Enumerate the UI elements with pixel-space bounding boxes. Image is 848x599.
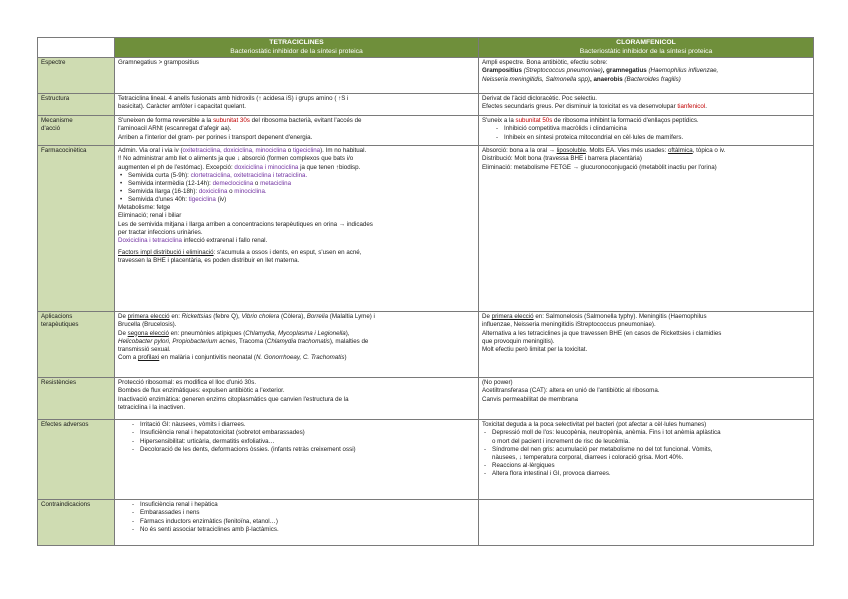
semivida-list xyxy=(118,172,475,205)
text-span: : s'acumula a ossos i dents, en esput, s'usen en acné, xyxy=(213,249,362,257)
text-span: , tòpica o iv. xyxy=(692,147,726,155)
row-label-adversos: Efectes adversos xyxy=(38,420,115,500)
text-span: primera elecció xyxy=(491,313,534,321)
text-line xyxy=(482,117,810,125)
text-span: De xyxy=(118,313,128,321)
text-span: Semivida llarga (16-18h): xyxy=(128,187,199,195)
text-span: oxitetraciclina, doxiciclina, minociclina xyxy=(182,147,287,155)
text-span: . xyxy=(705,103,707,111)
text-span: (febre Q), xyxy=(211,313,242,321)
text-span: (Streptococcus pneumoniae) xyxy=(523,67,603,75)
mecanisme-tetra xyxy=(115,116,479,146)
list-item: - Inhibeix en síntesi proteica mitocondrial en cèl·lules de mamífers. xyxy=(482,134,810,142)
row-label-resistencies: Resistències xyxy=(38,378,115,420)
row-contra xyxy=(38,500,814,546)
text-line: que provoquin meningitis). xyxy=(482,337,555,345)
text-span: . Molts EA. Vies més usades: xyxy=(585,147,668,155)
text-line: Distribució: Molt bona (travessa BHE i barrera placentària) xyxy=(482,155,642,163)
text-span: S'uneix a la xyxy=(482,117,516,125)
text-line xyxy=(482,76,810,84)
text-span: (Còlera), xyxy=(279,313,307,321)
text-span: o xyxy=(227,187,235,195)
text-line: terapèutiques xyxy=(41,321,79,329)
text-span: (Haemophilus influenzae, xyxy=(648,67,719,75)
text-span: ). Im no habitual. xyxy=(320,147,367,155)
text-line: Aplicacions xyxy=(41,313,73,321)
text-line: (No power) xyxy=(482,379,513,387)
row-resistencies xyxy=(38,378,814,420)
text-line: Acetiltransferasa (CAT): altera en unió de l'antibiòtic al ribosoma. xyxy=(482,387,660,395)
text-span: liposoluble xyxy=(556,147,586,155)
row-espectre xyxy=(38,58,814,94)
text-line: Canvis permeabilitat de membrana xyxy=(482,395,578,403)
text-line: Protecció ribosomal: es modifica el lloc d'unió 30s. xyxy=(118,379,257,387)
adversos-clora-list xyxy=(482,429,810,478)
text-span: Chlamydia trachomatis xyxy=(266,337,330,345)
text-span: Factors impl distribució i eliminació xyxy=(118,249,214,257)
text-line xyxy=(118,237,475,245)
text-span: Semivida curta (5-9h): xyxy=(128,171,191,179)
text-span: (Malaltia Lyme) i xyxy=(328,313,375,321)
row-label-aplicacions xyxy=(38,312,115,378)
text-line xyxy=(118,164,475,172)
text-line: Alternativa a les tetraciclines ja que travessen BHE (en casos de Rickettsies i clamidies xyxy=(482,329,722,337)
espectre-tetra: Gramnegatius > grampositius xyxy=(115,58,479,94)
text-span: tigeciclina xyxy=(188,196,216,204)
text-span: Vibrio cholera xyxy=(241,313,280,321)
text-span: clortetraciclina, oxitetraciclina i tetraciclina. xyxy=(190,171,308,179)
document-page xyxy=(37,37,813,546)
text-span: del ribosoma bacterià, evitant l'accés de xyxy=(249,117,362,125)
text-span: Absorció: bona a la oral → xyxy=(482,147,557,155)
list-item: - Insuficiència renal i hepatotoxicitat (sobretot embarassades) xyxy=(118,429,475,437)
text-span: primera elecció xyxy=(127,313,170,321)
text-span: ) xyxy=(344,353,347,361)
text-span: oftàlmica xyxy=(667,147,693,155)
espectre-clora xyxy=(479,58,814,94)
farmaco-clora xyxy=(479,146,814,312)
text-span: de ribosoma inhibint la formació d'enllaços peptídics. xyxy=(552,117,699,125)
text-span: minociclina. xyxy=(234,187,267,195)
row-mecanisme xyxy=(38,116,814,146)
list-item xyxy=(118,188,475,196)
header-row xyxy=(38,38,814,58)
text-span: en malària i conjuntivitis neonatal ( xyxy=(159,353,256,361)
text-span: doxiciclina i minociclina xyxy=(234,163,299,171)
contra-tetra xyxy=(115,500,479,546)
text-line xyxy=(482,147,810,155)
text-span: ja que tenen ↑biodisp. xyxy=(298,163,361,171)
text-line: Les de semivida mitjana i llarga arriben a concentracions terapèutiques en orina → indicades xyxy=(118,220,373,228)
text-line: !! No administrar amb llet o aliments ja que ↓ absorció (formen complexos que bats i/o xyxy=(118,155,354,163)
text-line: Bombes de flux enzimàtiques: expulsen antibiòtic a l'exterior. xyxy=(118,387,285,395)
text-line: Metabolisme: fetge xyxy=(118,204,171,212)
adversos-clora xyxy=(479,420,814,500)
text-line: Brucella (Brucelosis). xyxy=(118,321,177,329)
text-line: basicitat). Caràcter amfòter i capacitat quelant. xyxy=(118,103,246,111)
text-span: infecció extrarenal i fallo renal. xyxy=(181,236,268,244)
estructura-clora xyxy=(479,94,814,116)
row-label-estructura: Estructura xyxy=(38,94,115,116)
text-span: subunitat 50s xyxy=(515,117,553,125)
text-span: Rickettsias xyxy=(181,313,212,321)
aplicacions-clora xyxy=(479,312,814,378)
resistencies-clora xyxy=(479,378,814,420)
text-span: Chlamydia, Mycoplasma i Legionella xyxy=(245,329,346,337)
corner-cell xyxy=(38,38,115,58)
text-line xyxy=(118,147,475,155)
text-span: en: xyxy=(169,313,182,321)
text-line: l'aminoacil ARNt (escanregat d'afegir aa). xyxy=(118,125,232,133)
text-span: (iv) xyxy=(215,196,227,204)
farmaco-tetra xyxy=(115,146,479,312)
estructura-tetra xyxy=(115,94,479,116)
list-item: - Fàrmacs inductors enzimàtics (fenitoïna, etanol…) xyxy=(118,518,475,526)
row-label-espectre: Espectre xyxy=(38,58,115,94)
list-item xyxy=(118,180,475,188)
resistencies-tetra xyxy=(115,378,479,420)
text-line xyxy=(118,313,475,321)
adversos-tetra-list xyxy=(118,421,475,454)
text-span: tigeciclina xyxy=(292,147,321,155)
text-line xyxy=(118,354,475,362)
mecanisme-clora-list xyxy=(482,125,810,141)
adversos-tetra xyxy=(115,420,479,500)
text-line: Eliminació; renal i biliar xyxy=(118,212,182,220)
row-label-mecanisme xyxy=(38,116,115,146)
text-line: Tetraciclina lineal. 4 anells fusionats amb hidroxils (↑ acidesa iS) i grups amino ( ↑S i xyxy=(118,95,349,103)
text-line xyxy=(118,330,475,338)
text-span: Admin. Via oral i via iv ( xyxy=(118,147,183,155)
list-item xyxy=(482,446,810,462)
text-line xyxy=(118,117,475,125)
list-item: - Altera flora intestinal i GI, provoca diarrees. xyxy=(482,470,810,478)
text-line: Toxicitat deguda a la poca selectivitat pel bacteri (pot afectar a cèl·lules humanes) xyxy=(482,421,707,429)
list-item xyxy=(118,196,475,204)
text-span: subunitat 30s xyxy=(213,117,250,125)
text-line: travessen la BHE i placentària, es poden distribuir en llet materna. xyxy=(118,257,300,265)
text-line: Derivat de l'àcid dicloracètic. Poc selectiu. xyxy=(482,95,598,103)
text-span: segona elecció xyxy=(127,329,169,337)
text-line xyxy=(118,249,475,257)
text-span: S'uneixen de forma reversible a la xyxy=(118,117,214,125)
text-span: ), xyxy=(345,329,350,337)
text-span: De xyxy=(482,313,492,321)
text-span: doxiciclina xyxy=(198,187,228,195)
contra-clora xyxy=(479,500,814,546)
tetracyclines-subtitle: Bacteriostàtic inhibidor de la síntesi proteica xyxy=(230,47,363,55)
text-line: tetraciclina i la inactiven. xyxy=(118,403,186,411)
text-line xyxy=(482,67,810,75)
mecanisme-clora xyxy=(479,116,814,146)
text-span: Semivida d'unes 40h: xyxy=(128,196,189,204)
text-span: o xyxy=(286,147,293,155)
text-span: , anaerobis xyxy=(590,75,625,83)
text-line: o mort del pacient i increment de risc de leucèmia. xyxy=(492,437,630,445)
chloramphenicol-header xyxy=(479,38,814,58)
text-span: Neisseria meningitidis, Salmonella spp) xyxy=(482,75,590,83)
text-line: Eliminació: metabolisme FETGE → glucuronoconjugació (metabòlit inactiu per l'orina) xyxy=(482,163,717,171)
row-aplicacions xyxy=(38,312,814,378)
text-span: N. Gonorrhoeay, C. Trachomatis xyxy=(255,353,345,361)
list-item: - Decoloració de les dents, deformacions òssies. (infants retràs creixement ossi) xyxy=(118,446,475,454)
text-line: d'acció xyxy=(41,125,61,133)
row-farmaco xyxy=(38,146,814,312)
row-label-contra: Contraindicacions xyxy=(38,500,115,546)
text-span: demeclociclina xyxy=(212,179,254,187)
text-span: tianfenicol xyxy=(677,103,706,111)
list-item: - Irritació GI: nàusees, vòmits i diarrees. xyxy=(118,421,475,429)
text-span: en: pneumònies atípiques ( xyxy=(168,329,246,337)
text-span: Grampositius xyxy=(482,67,524,75)
text-span: en: Salmonelosis (Salmonella typhy). Meningitis (Haemophilus xyxy=(533,313,707,321)
list-item: - Insuficiència renal i hepàtica xyxy=(118,501,475,509)
text-line: Ampli espectre. Bona antibiòtic, efectiu sobre: xyxy=(482,59,608,67)
text-span: Semivida intermèdia (12-14h): xyxy=(128,179,213,187)
text-span: ), malalties de xyxy=(329,337,369,345)
text-line: Molt efectiu però limitat per la toxicitat. xyxy=(482,345,588,353)
text-line: transmissió sexual. xyxy=(118,345,171,353)
text-line xyxy=(118,338,475,346)
text-span: , gramnegatius xyxy=(602,67,649,75)
tetracyclines-header xyxy=(115,38,479,58)
aplicacions-tetra xyxy=(115,312,479,378)
text-span: Efectes secundaris greus. Per disminuir la toxicitat es va desenvolupar xyxy=(482,103,678,111)
text-span: Borrelia xyxy=(306,313,329,321)
row-adversos xyxy=(38,420,814,500)
list-item xyxy=(482,429,810,445)
text-span: o xyxy=(253,179,261,187)
text-line xyxy=(482,103,810,111)
list-item: - No és senti associar tetraciclines amb β-lactàmics. xyxy=(118,526,475,534)
text-span: metaciclina xyxy=(260,179,292,187)
text-span: , Tracoma ( xyxy=(235,337,267,345)
text-span: Helicobacter pylori, Propiobacterium acnes xyxy=(118,337,236,345)
text-line: Inactivació enzimàtica: generen enzims citoplasmàtics que canvien l'estructura de la xyxy=(118,395,349,403)
contra-tetra-list xyxy=(118,501,475,534)
list-item: - Reaccions al·lèrgiques xyxy=(482,462,810,470)
list-item: - Embarassades i nens xyxy=(118,509,475,517)
text-line: influenzae, Neisseria meningitidis iStreptococcus pneumoniae). xyxy=(482,321,656,329)
text-line: - Depressió moll de l'os: leucopènia, neutropènia, anèmia. Fins i tot anèmia aplàstica xyxy=(492,429,721,437)
text-span: profilaxi xyxy=(137,353,160,361)
text-line xyxy=(482,313,810,321)
text-line: Mecanisme xyxy=(41,117,73,125)
text-line: - Síndrome del nen gris: acumulació per metabolisme no del tot funcional. Vòmits, xyxy=(492,445,713,453)
text-line: per tractar infeccions urinàries. xyxy=(118,228,203,236)
list-item: - Hipersensibilitat: urticària, dermatitis exfoliativa… xyxy=(118,438,475,446)
text-line: Arriben a l'interior del gram- per porines i transport depenent d'energia. xyxy=(118,133,313,141)
text-span: Com a xyxy=(118,353,138,361)
row-label-farmaco: Farmacocinètica xyxy=(38,146,115,312)
text-span: Doxiciclina i tetraciclina xyxy=(118,236,182,244)
chloramphenicol-subtitle: Bacteriostàtic inhibidor de la síntesi proteica xyxy=(579,47,713,55)
list-item: - Inhibició competitiva macròlids i clindamicina xyxy=(482,125,810,133)
text-span: De xyxy=(118,329,128,337)
text-line: nàusees, ↓ temperatura corporal, diarrees i coloració grisa. Mort 40%. xyxy=(492,453,684,461)
list-item xyxy=(118,172,475,180)
row-estructura xyxy=(38,94,814,116)
text-span: augmenten el ph de l'estómac). Excepció: xyxy=(118,163,235,171)
tetracyclines-title: TETRACICLINES xyxy=(269,39,324,46)
comparison-table xyxy=(37,37,814,546)
text-span: (Bacteroides fragilis) xyxy=(624,75,681,83)
chloramphenicol-title: CLORAMFENICOL xyxy=(616,39,676,46)
